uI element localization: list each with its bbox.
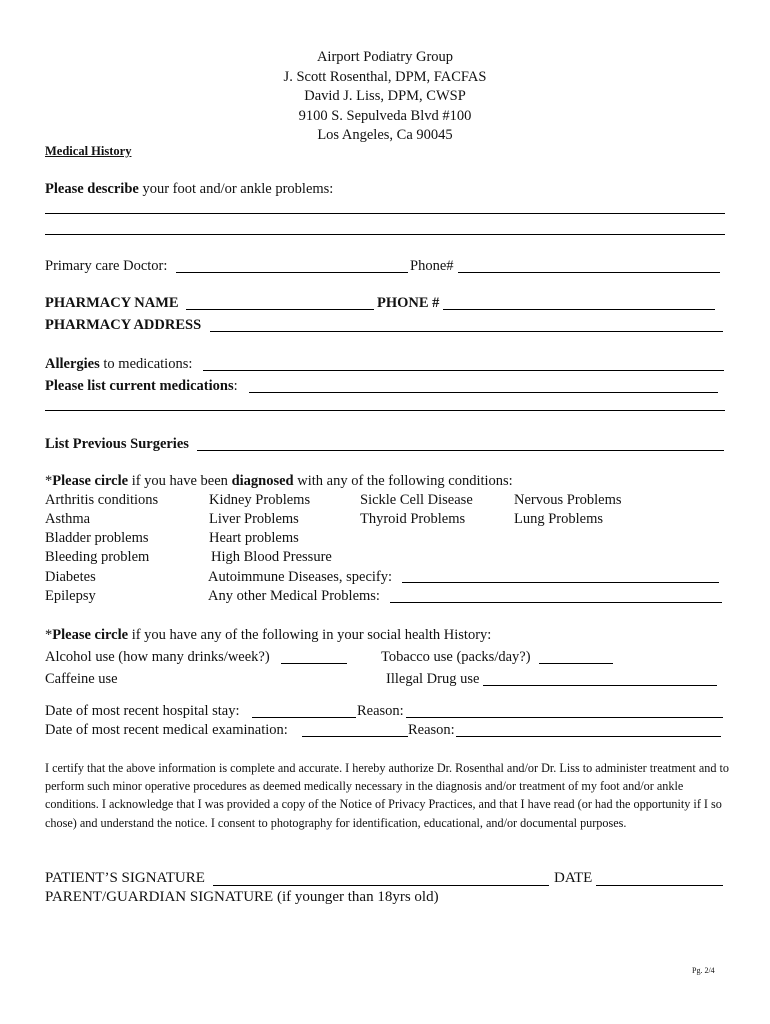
primary-doctor-field[interactable] — [176, 272, 408, 273]
social-intro — [45, 627, 491, 644]
pharmacy-phone-label: PHONE # — [377, 295, 440, 311]
medications-bold: Please list current medications — [45, 378, 234, 394]
practice-city: Los Angeles, Ca 90045 — [317, 127, 453, 143]
pharmacy-name-label: PHARMACY NAME — [45, 295, 179, 311]
describe-prompt — [45, 181, 333, 198]
pharmacy-phone-field[interactable] — [443, 309, 715, 310]
autoimmune-field[interactable] — [402, 582, 719, 583]
doctor-liss: David J. Liss, DPM, CWSP — [304, 88, 466, 104]
allergies-field[interactable] — [203, 370, 724, 371]
pharmacy-address-field[interactable] — [210, 331, 723, 332]
conditions-end: with any of the following conditions: — [293, 473, 513, 489]
condition-blood-pressure[interactable]: High Blood Pressure — [211, 549, 332, 565]
drug-field[interactable] — [483, 685, 717, 686]
alcohol-label: Alcohol use (how many drinks/week?) — [45, 649, 270, 665]
page-number: Pg. 2/4 — [692, 966, 715, 975]
condition-kidney[interactable]: Kidney Problems — [209, 492, 311, 508]
allergies-label — [45, 356, 192, 373]
pharmacy-address-label: PHARMACY ADDRESS — [45, 317, 202, 333]
primary-doctor-label: Primary care Doctor: — [45, 258, 168, 274]
doctor-rosenthal: J. Scott Rosenthal, DPM, FACFAS — [283, 68, 487, 85]
exam-reason-label: Reason: — [408, 722, 455, 738]
tobacco-field[interactable] — [539, 663, 613, 664]
practice-name: Airport Podiatry Group — [316, 49, 454, 65]
hospital-reason-label: Reason: — [357, 703, 404, 719]
conditions-intro — [45, 473, 513, 490]
practice-header — [0, 48, 770, 146]
condition-arthritis[interactable]: Arthritis conditions — [45, 492, 159, 508]
condition-asthma[interactable]: Asthma — [45, 511, 91, 527]
primary-phone-label: Phone# — [410, 258, 454, 274]
surgeries-field[interactable] — [197, 450, 724, 451]
condition-lung[interactable]: Lung Problems — [514, 511, 604, 527]
condition-other[interactable]: Any other Medical Problems: — [208, 588, 380, 604]
exam-label: Date of most recent medical examination: — [45, 722, 288, 738]
conditions-bold-diagnosed: diagnosed — [231, 473, 294, 489]
drug-label: Illegal Drug use — [386, 671, 480, 687]
patient-signature-field[interactable] — [213, 885, 549, 886]
condition-heart[interactable]: Heart problems — [209, 530, 299, 546]
date-field[interactable] — [596, 885, 723, 886]
conditions-bold-circle: Please circle — [52, 473, 129, 489]
condition-bleeding[interactable]: Bleeding problem — [45, 549, 150, 565]
condition-nervous[interactable]: Nervous Problems — [514, 492, 622, 508]
condition-epilepsy[interactable]: Epilepsy — [45, 588, 96, 604]
practice-address: 9100 S. Sepulveda Blvd #100 — [298, 107, 472, 124]
tobacco-label: Tobacco use (packs/day?) — [381, 649, 531, 665]
social-bold-circle: Please circle — [52, 627, 129, 643]
describe-line-1[interactable] — [45, 213, 725, 214]
hospital-reason-field[interactable] — [406, 717, 723, 718]
medications-label — [45, 378, 238, 395]
condition-autoimmune[interactable]: Autoimmune Diseases, specify: — [208, 569, 393, 585]
conditions-star: * — [45, 473, 53, 489]
social-rest: if you have any of the following in your social health History: — [128, 627, 492, 643]
hospital-label: Date of most recent hospital stay: — [45, 703, 240, 719]
describe-rest: your foot and/or ankle problems: — [138, 181, 334, 197]
guardian-signature-label: PARENT/GUARDIAN SIGNATURE (if younger than 18yrs old) — [45, 889, 439, 905]
condition-diabetes[interactable]: Diabetes — [45, 569, 96, 585]
hospital-date-field[interactable] — [252, 717, 356, 718]
caffeine-label[interactable]: Caffeine use — [45, 671, 118, 687]
alcohol-field[interactable] — [281, 663, 347, 664]
exam-reason-field[interactable] — [456, 736, 721, 737]
describe-bold: Please describe — [45, 181, 139, 197]
other-problems-field[interactable] — [390, 602, 722, 603]
condition-sickle-cell[interactable]: Sickle Cell Disease — [360, 492, 473, 508]
date-label: DATE — [554, 870, 593, 886]
section-title: Medical History — [45, 144, 132, 158]
conditions-mid: if you have been — [128, 473, 232, 489]
condition-bladder[interactable]: Bladder problems — [45, 530, 149, 546]
describe-line-2[interactable] — [45, 234, 725, 235]
allergies-rest: to medications: — [99, 356, 193, 372]
medications-rest: : — [233, 378, 238, 394]
medications-line-2[interactable] — [45, 410, 725, 411]
certification-text: I certify that the above information is complete and accurate. I hereby authorize Dr. Rosenthal and/or Dr. Liss to administer treatment and to perform such minor operative procedures as deemed medically necessary in the diagnosis and/or treatment of my foot and/or ankle conditions. I acknowledge that I was provided a copy of the Notice of Privacy Practices, and that I have read (or had the opportunity if I so chose) and understand the notice. I consent to photography for identification, educational, and/or documental purposes. — [45, 761, 729, 830]
surgeries-label: List Previous Surgeries — [45, 436, 189, 452]
condition-liver[interactable]: Liver Problems — [209, 511, 299, 527]
pharmacy-name-field[interactable] — [186, 309, 374, 310]
medications-field[interactable] — [249, 392, 718, 393]
primary-phone-field[interactable] — [458, 272, 720, 273]
social-star: * — [45, 627, 53, 643]
exam-date-field[interactable] — [302, 736, 408, 737]
patient-signature-label: PATIENT’S SIGNATURE — [45, 870, 205, 886]
allergies-bold: Allergies — [45, 356, 100, 372]
condition-thyroid[interactable]: Thyroid Problems — [360, 511, 466, 527]
